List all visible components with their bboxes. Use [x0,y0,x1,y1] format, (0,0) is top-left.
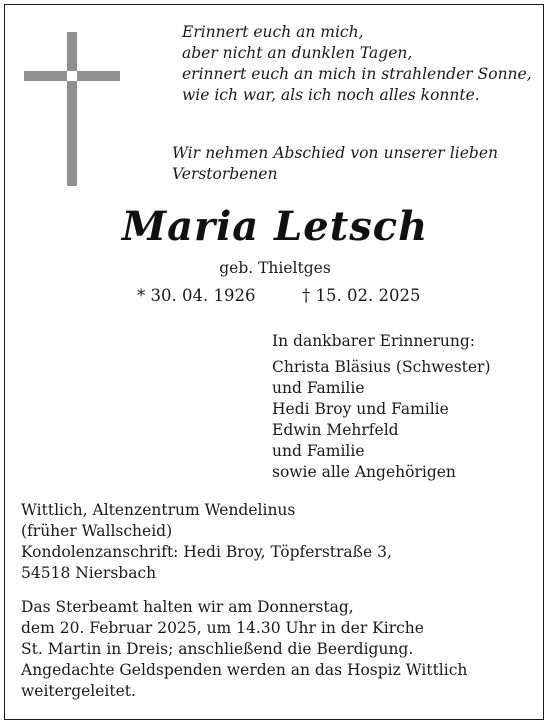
funeral-notice [21,597,467,702]
mourner-line: sowie alle Angehörigen [272,463,456,481]
deceased-name: Maria Letsch [121,203,429,250]
address-line: (früher Wallscheid) [21,522,173,540]
notice-line: St. Martin in Dreis; anschließend die Beerdigung. [21,640,414,658]
thanks-heading: In dankbarer Erinnerung: [272,332,475,350]
address-line: Kondolenzanschrift: Hedi Broy, Töpferstraße 3, [21,543,392,561]
mourner-line: und Familie [272,379,365,397]
death-date: † 15. 02. 2025 [302,286,421,305]
notice-line: dem 20. Februar 2025, um 14.30 Uhr in der Kirche [21,619,424,637]
poem [182,22,532,106]
mourner-line: Edwin Mehrfeld [272,421,399,439]
poem-line: aber nicht an dunklen Tagen, [182,44,413,62]
mourners-list [272,357,491,483]
address-line: Wittlich, Altenzentrum Wendelinus [21,501,296,519]
birth-name: geb. Thieltges [219,259,331,277]
mourner-line: Hedi Broy und Familie [272,400,449,418]
poem-line: wie ich war, als ich noch alles konnte. [182,86,480,104]
notice-line: weitergeleitet. [21,682,136,700]
poem-line: erinnert euch an mich in strahlender Sonne, [182,65,532,83]
farewell-text: Wir nehmen Abschied von unserer lieben Verstorbenen [172,144,498,183]
notice-line: Das Sterbeamt halten wir am Donnerstag, [21,598,354,616]
poem-line: Erinnert euch an mich, [182,23,364,41]
birth-date: * 30. 04. 1926 [137,286,256,305]
address-block [21,500,392,584]
address-line: 54518 Niersbach [21,564,157,582]
notice-line: Angedachte Geldspenden werden an das Hospiz Wittlich [21,661,468,679]
cross-icon [22,30,122,190]
mourner-line: und Familie [272,442,365,460]
mourner-line: Christa Bläsius (Schwester) [272,358,491,376]
